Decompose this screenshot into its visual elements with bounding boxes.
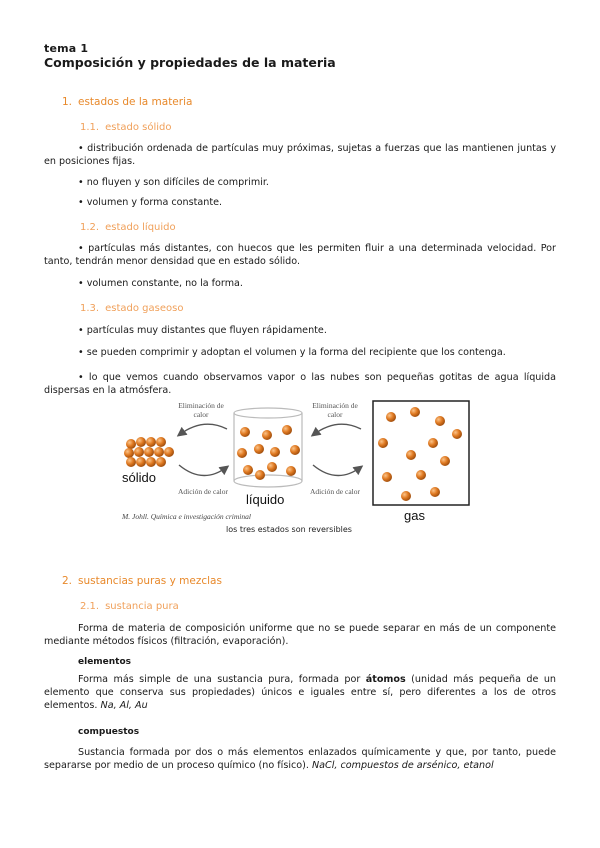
solid-bullet-3: • volumen y forma constante. xyxy=(78,197,223,208)
subsection-2-1-number: 2.1. xyxy=(80,601,100,612)
compuestos-examples: NaCl, compuestos de arsénico, etanol xyxy=(311,760,494,771)
elementos-atomos: átomos xyxy=(365,674,406,685)
section-1-title: estados de la materia xyxy=(78,96,193,108)
gas-bullet-3: • lo que vemos cuando observamos vapor o las nubes son pequeñas gotitas de agua líquida dispersas en la atmósfera. xyxy=(44,372,556,396)
subsection-1-1-title: estado sólido xyxy=(105,122,172,133)
solid-bullet-1: • distribución ordenada de partículas muy próximas, sujetas a fuerzas que las mantienen juntas y en posiciones fijas. xyxy=(44,143,556,167)
subsection-1-3-title: estado gaseoso xyxy=(105,303,184,314)
figure-credit: M. Johll. Química e investigación criminal xyxy=(122,512,251,521)
label-liquid: líquido xyxy=(246,492,285,507)
figure-caption: los tres estados son reversibles xyxy=(226,525,352,534)
solid-bullet-2: • no fluyen y son difíciles de comprimir. xyxy=(78,177,269,188)
doc-tema: tema 1 xyxy=(44,42,89,55)
section-2-heading xyxy=(62,575,222,587)
label-solid: sólido xyxy=(122,470,156,485)
arrow-add-liquid-gas xyxy=(313,465,361,476)
section-2-number: 2. xyxy=(62,575,73,587)
pure-substance-definition: Forma de materia de composición uniforme que no se puede separar en más de un componente mediante métodos físicos (filtración, evaporación). xyxy=(44,623,556,647)
subsection-1-3-heading xyxy=(80,303,183,314)
solid-particles xyxy=(124,437,174,467)
compuestos-text: Sustancia formada por dos o más elementos enlazados químicamente y que, por tanto, puede separarse por medio de un proceso químico (no físico). xyxy=(44,747,556,771)
elementos-text-a: Forma más simple de una sustancia pura, formada por xyxy=(78,674,366,685)
elementos-text-b: (unidad más pequeña de un elemento que conserva sus propiedades) únicos e iguales entre sí, pero diferentes a los de otros elementos. xyxy=(44,674,556,711)
elementos-examples: Na, Al, Au xyxy=(100,700,148,711)
label-add-2: Adición de calor xyxy=(310,487,360,496)
subsection-1-3-number: 1.3. xyxy=(80,303,100,314)
label-gas: gas xyxy=(404,508,425,523)
label-add-1: Adición de calor xyxy=(178,487,228,496)
liquid-bullet-1: • partículas más distantes, con huecos que les permiten fluir a una determinada velocidad. Por tanto, tendrán menor densidad que en estado sólido. xyxy=(44,243,556,267)
gas-bullet-2: • se pueden comprimir y adoptan el volumen y la forma del recipiente que los contenga. xyxy=(78,347,506,358)
subsection-1-1-heading xyxy=(80,122,172,133)
arrow-add-solid-liquid xyxy=(179,465,227,476)
page-title: Composición y propiedades de la materia xyxy=(44,55,336,70)
gas-bullet-1: • partículas muy distantes que fluyen rápidamente. xyxy=(78,325,327,336)
liquid-beaker xyxy=(234,408,302,487)
subsection-2-1-title: sustancia pura xyxy=(105,601,179,612)
compuestos-heading: compuestos xyxy=(78,727,140,737)
compuestos-definition xyxy=(44,746,556,772)
liquid-bullet-2: • volumen constante, no la forma. xyxy=(78,278,243,289)
elementos-definition xyxy=(44,673,556,712)
subsection-2-1-heading xyxy=(80,601,179,612)
gas-box xyxy=(373,401,469,505)
subsection-1-2-number: 1.2. xyxy=(80,222,100,233)
arrow-elim-liquid-solid xyxy=(179,424,227,435)
arrow-elim-gas-liquid xyxy=(313,424,361,435)
label-elim-1: Eliminación de calor xyxy=(178,401,224,419)
section-2-title: sustancias puras y mezclas xyxy=(78,575,222,587)
section-1-heading xyxy=(62,96,192,108)
label-elim-2: Eliminación de calor xyxy=(312,401,358,419)
elementos-heading: elementos xyxy=(78,657,132,667)
subsection-1-1-number: 1.1. xyxy=(80,122,100,133)
section-1-number: 1. xyxy=(62,96,73,108)
subsection-1-2-title: estado líquido xyxy=(105,222,176,233)
subsection-1-2-heading xyxy=(80,222,176,233)
